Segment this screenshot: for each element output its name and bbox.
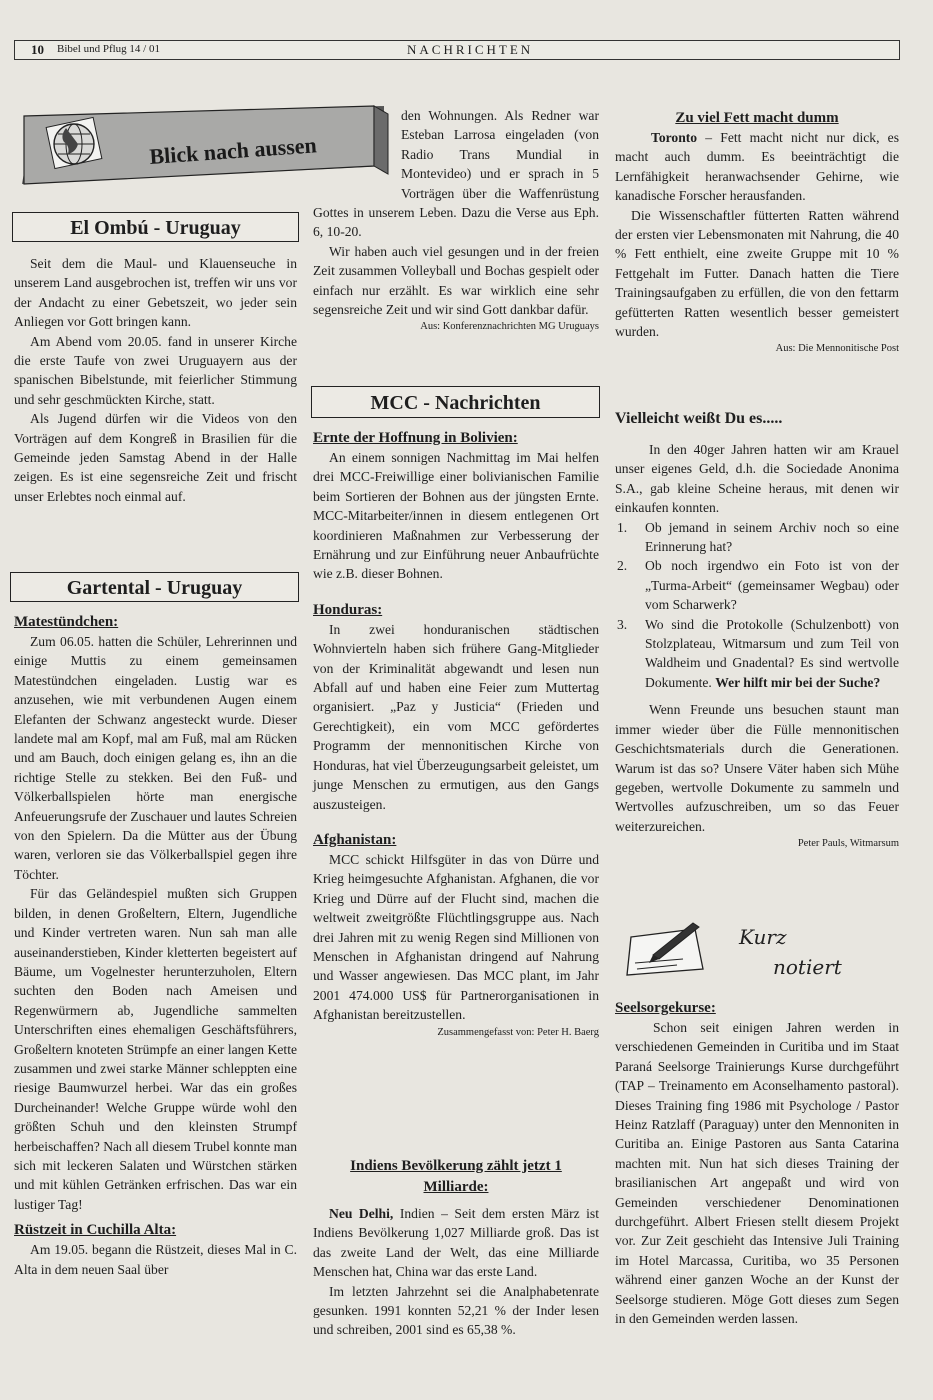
page-header (14, 40, 900, 60)
fett-title: Zu viel Fett macht dumm (675, 110, 839, 126)
seelsorge-heading: Seelsorgekurse: (615, 1000, 716, 1016)
list-item: 1. Ob jemand in seinem Archiv noch so eine Erinnerung hat? (617, 519, 899, 555)
continuation-paragraph-1: den Wohnungen. Als Redner war Esteban Larrosa eingeladen (von Radio Trans Mundial in Montevideo) und er sprach in 5 Vorträgen über die Waffenrüstung Gottes in unserem Leben. Dazu die Verse aus Eph. 6, 10-20. (313, 108, 599, 240)
seelsorge-paragraph: Schon seit einigen Jahren werden in verschiedenen Gemeinden in Curitiba und im Staat Paraná Seelsorge Trainierungs Kurse durchgeführt (TAP – Treinamento em Aconselhamento pastoral). Dieses Training fing 1986 mit Psychologe / Pastor Heinz Ratzlaff (Paraguay) unter den Mennoniten in Curitiba an. Einige Pastoren aus Santa Catarina machten mit. Nun hat sich dieses Training der brasilianischen Art angepaßt und wird von Gemeinden verschiedener Denominationen durchgeführt. Albert Friesen stellt diesem Projekt vor. Zur Zeit geschieht das Intensive Juli Training im Hotel Marcassa, Curitiba, wo 35 Personen während einer ganzen Woche an der Kunst der Seelsorge studieren. Möge Gott dieses zum Segen in den Gemeinden werden lassen. (615, 1020, 899, 1327)
fett-dateline: Toronto (651, 130, 698, 145)
gartental-article (14, 612, 297, 1279)
afghanistan-heading: Afghanistan: (313, 831, 397, 848)
continuation-paragraph-2: Wir haben auch viel gesungen und in der freien Zeit zusammen Volleyball und Bochas gespielt oder einfach nur erzählt. Es war wirklich eine sehr segensreiche Zeit und wir sind Gott dankbar dafür. (313, 243, 599, 318)
fett-paragraph-2: Die Wissenschaftler fütterten Ratten während der ersten vier Lebensmonaten mit Nahrung, die 40 % Fett enthielt, eine zweite Gruppe mit 10 % Fettgehalt im Futter. Danach hatten die Tiere Trainingsaufgaben zu erfüllen, die von den fettarm gefütterten Ratten wesentlich besser gemeistert wurden. (615, 207, 899, 340)
continuation-source: Aus: Konferenznachrichten MG Uruguays (420, 321, 599, 333)
seelsorge-article (615, 998, 899, 1329)
bolivia-paragraph: An einem sonnigen Nachmittag im Mai helfen drei MCC-Freiwillige einer bolivianischen Familie beim Sortieren der Bohnen aus der jüngsten Ernte. MCC-Mitarbeiter/innen in diesem entlegenen Ort koordinieren Maßnahmen zur Verbesserung der Ernährung und zur Einführung neuer Anbaufrüchte wie z.B. dieser Bohnen. (313, 450, 599, 582)
vielleicht-title: Vielleicht weißt Du es..... (615, 410, 783, 427)
ombu-title: El Ombú - Uruguay (12, 212, 299, 242)
indien-title: Indiens Bevölkerung zählt jetzt 1 Milliarde: (350, 1158, 562, 1195)
mcc-title: MCC - Nachrichten (311, 386, 600, 418)
ombu-article (14, 254, 297, 506)
matestuendchen-heading: Matestündchen: (14, 614, 119, 630)
honduras-paragraph: In zwei honduranischen städtischen Wohnvierteln haben sich frühere Gang-Mitglieder von der Kriminalität abgewandt und lesen nun Abfall auf und haben eine Feier zum Muttertag organisiert. „Paz y Justicia“ (Frieden und Gerechtigkeit), ein vom MCC gefördertes Programm der mennonitischen Kirche von Honduras, hat viel Überzeugungsarbeit geleistet, um junge Menschen zu ermutigen, aus den Gangs auszusteigen. (313, 621, 599, 812)
list-item: 3. Wo sind die Protokolle (Schulzenbott) von Stolzplateau, Witmarsum und zum Teil von Waldheim und Gnadental? Es sind wertvolle Dokumente. Wer hilft mir bei der Suche? (617, 616, 899, 690)
vielleicht-source: Peter Pauls, Witmarsum (797, 838, 899, 850)
gartental-paragraph-2: Für das Geländespiel mußten sich Gruppen bilden, in denen Großeltern, Eltern, Jugendliche und Kinder vertreten waren. Nun sah man alle auseinanderstieben, Kinder kletterten begeistert auf Bäume, um Vogelnester herunterzuholen, Eltern suchten den Boden nach Ameisen und Regenwürmern ab, Jugendliche sammelten Unterschriften eines ehemaligen Geschäftsführers, Großeltern knoteten Strümpfe an einer langen Kette zusammen und zwei starke Männer schleppten eine riesige Baumwurzel herbei. War das ein großes Durcheinander! Welche Gruppe würde wohl den größten Schuh und den kleinsten Strumpf herbeischaffen? Nach all diesem Trubel konnte man sich mit leckeren Salaten und Würstchen stärken und mit kühlen Getränken erfrischen. Das war ein lustiger Tag! (14, 886, 297, 1212)
gartental-title: Gartental - Uruguay (10, 572, 299, 602)
indien-paragraph-1: Neu Delhi, Indien – Seit dem ersten März ist Indiens Bevölkerung 1,027 Milliarde groß. Das ist das zweite Land der Welt, das eine Milliarde Menschen hat, China war das erste Land. (313, 1206, 600, 1280)
pen-paper-icon (623, 915, 713, 987)
notiert-label: notiert (773, 955, 842, 979)
fett-paragraph-1: Toronto – Fett macht nicht nur dick, es macht auch dumm. Es beeinträchtigt die Lernfähigkeit heranwachsender Gehirne, wie kanadische Forscher herausfanden. (615, 130, 899, 204)
vielleicht-intro: In den 40ger Jahren hatten wir am Krauel unser eigenes Geld, d.h. die Sociedade Anonima S.A., gab kleine Scheine heraus, mit denen wir einkaufen konnten. (615, 442, 899, 516)
indien-paragraph-2: Im letzten Jahrzehnt sei die Analphabetenrate gesunken. 1991 konnten 52,21 % der Inder lesen und schreiben, 2001 sind es 65,38 %. (313, 1283, 599, 1338)
afghanistan-paragraph: MCC schickt Hilfsgüter in das von Dürre und Krieg heimgesuchte Afghanistan. Afghanen, die vor Krieg und Dürre auf der Flucht sind, machen die weltweit zweitgrößte Flüchtlingsgruppe aus. Nach drei Jahren mit zu wenig Regen sind Millionen von Menschen in Afghanistan dringend auf Nahrung und Wasser angewiesen. Das MCC plant, im Jahr 2001 474.000 US$ für Partnerorganisationen in Afghanistan bereitzustellen. (313, 851, 599, 1023)
ruestzeit-heading: Rüstzeit in Cuchilla Alta: (14, 1222, 177, 1239)
kurz-notiert-graphic (623, 915, 853, 987)
vielleicht-paragraph-2: Wenn Freunde uns besuchen staunt man immer wieder über die Fülle mennonitischen Geschichtsmaterials durch die Generationen. Warum ist das so? Unsere Väter haben sich Mühe gegeben, wertvolle Dokumente zu sammeln und Wertvolles aufzuschreiben, um so das Feuer weiterzureichen. (615, 702, 899, 834)
vielleicht-article (615, 408, 899, 860)
ombu-paragraph-3: Als Jugend dürfen wir die Videos von den Vorträgen auf dem Kongreß in Brasilien für die Gemeinde jeden Samstag Abend in der Halle zeigen. Es ist eine segensreiche Zeit und frischt unser Erlebtes noch einmal auf. (14, 411, 297, 504)
list-item: 2. Ob noch irgendwo ein Foto ist von der „Turma-Arbeit“ (gemeinsamer Wegbau) oder vom Scharwerk? (617, 558, 899, 613)
mcc-source: Zusammengefasst von: Peter H. Baerg (437, 1026, 599, 1038)
gartental-paragraph-1: Zum 06.05. hatten die Schüler, Lehrerinnen und einige Muttis zu einem gemeinsamen Matestündchen eingeladen. Lustig war es anzusehen, wie mit verbundenen Augen einem Elefanten der Schwanz angesteckt wurde. Dieser landete mal am Kopf, mal am Fuß, mal am Rücken und am Bauch, doch einigen gelang es, ihn an die richtige Stelle zu stekken. Bei den Fuß- und Völkerballspielen hörte man energische Anfeuerungsrufe der Zuschauer und lautes Schreien von den Spielern. Da die Mütter aus der Übung waren, verloren sie das Völkerballspiel gegen ihre Töchter. (14, 634, 297, 882)
fett-source: Aus: Die Mennonitische Post (775, 343, 899, 355)
mcc-article (313, 428, 599, 1049)
ruestzeit-continuation (313, 106, 599, 343)
indien-article (313, 1156, 599, 1340)
bolivia-heading: Ernte der Hoffnung in Bolivien: (313, 430, 518, 446)
section-title: NACHRICHTEN (407, 42, 534, 57)
help-question: Wer hilft mir bei der Suche? (715, 674, 881, 690)
indien-dateline: Neu Delhi, (329, 1206, 394, 1221)
fett-article (615, 108, 899, 365)
ruestzeit-paragraph: Am 19.05. begann die Rüstzeit, dieses Mal in C. Alta in dem neuen Saal über (14, 1242, 297, 1277)
ombu-paragraph-2: Am Abend vom 20.05. fand in unserer Kirche die erste Taufe von zwei Uruguayern aus der spanischen Bibelstunde, mit feierlicher Stimmung und sehr geschmückten Kirche, statt. (14, 333, 297, 407)
publication-name: Bibel und Pflug 14 / 01 (57, 43, 160, 55)
ombu-paragraph-1: Seit dem die Maul- und Klauenseuche in unserem Land ausgebrochen ist, treffen wir uns vor der Andacht zu einer Gebetszeit, wo jeder sein Anliegen vor Gott bringen kann. (14, 256, 297, 330)
page-number: 10 (31, 42, 44, 57)
honduras-heading: Honduras: (313, 601, 383, 618)
banner-label: Blick nach aussen (148, 132, 318, 169)
kurz-label: Kurz (739, 925, 787, 949)
vielleicht-list (615, 518, 899, 693)
